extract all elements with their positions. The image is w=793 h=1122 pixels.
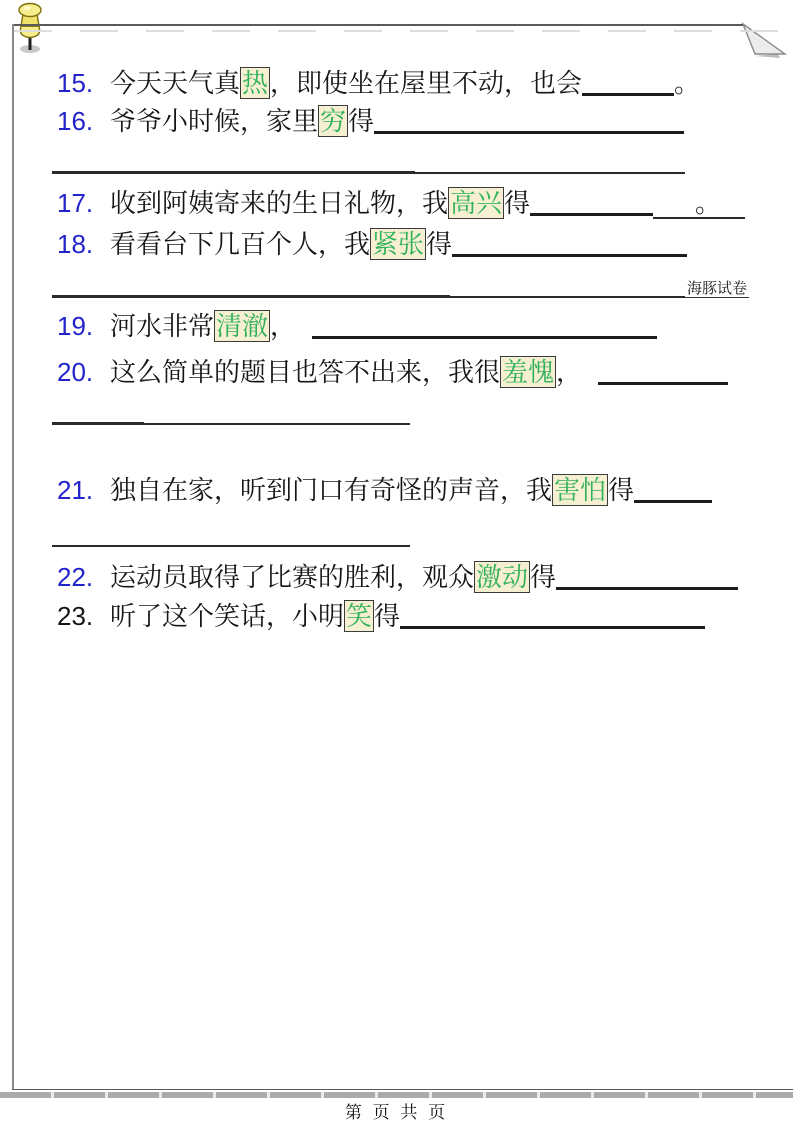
answer-continuation-line	[52, 155, 685, 171]
question-number: 15.	[57, 68, 94, 98]
question-row-19	[0, 309, 793, 343]
page-top-border	[12, 24, 743, 26]
question-text: 今天天气真	[110, 68, 241, 98]
question-number: 17.	[57, 188, 94, 218]
question-text: 河水非常	[110, 311, 215, 341]
question-text: ，即使坐在屋里不动，也会	[270, 68, 583, 98]
page-fold-corner-icon	[728, 14, 790, 62]
question-text: ，	[556, 357, 583, 387]
answer-continuation-line	[52, 406, 410, 422]
answer-blank	[400, 600, 705, 629]
answer-line-segment	[450, 280, 685, 298]
answer-line-segment	[52, 155, 415, 174]
highlighted-word: 高兴	[450, 188, 503, 218]
answer-blank	[530, 187, 653, 216]
page-left-border	[12, 24, 14, 1090]
question-text: 得	[530, 562, 557, 592]
question-text: 独自在家，听到门口有奇怪的声音，我	[110, 475, 553, 505]
question-number: 21.	[57, 475, 94, 505]
watermark-label: 海豚试卷	[687, 280, 748, 297]
answer-blank	[556, 561, 738, 590]
question-number: 19.	[57, 311, 94, 341]
question-row-20	[0, 355, 793, 389]
answer-continuation-line	[52, 279, 749, 295]
answer-line-segment	[144, 407, 410, 425]
answer-blank	[452, 228, 687, 257]
answer-blank	[582, 67, 674, 96]
highlighted-word: 激动	[476, 562, 529, 592]
highlighted-word: 热	[242, 68, 269, 98]
answer-blank	[598, 356, 728, 385]
highlighted-word: 害怕	[554, 475, 607, 505]
highlighted-word: 笑	[346, 601, 373, 631]
answer-blank-with-period: 。	[653, 190, 745, 219]
question-number: 22.	[57, 562, 94, 592]
page-bottom-border	[12, 1089, 793, 1090]
answer-line-segment	[52, 406, 144, 425]
answer-blank	[312, 310, 657, 339]
question-text: 收到阿姨寄来的生日礼物，我	[110, 188, 449, 218]
question-text: 听了这个笑话，小明	[110, 601, 345, 631]
highlighted-word: 清澈	[216, 311, 269, 341]
question-row-18	[0, 227, 793, 261]
answer-blank	[634, 474, 712, 503]
answer-blank	[374, 105, 684, 134]
question-text: 运动员取得了比赛的胜利，观众	[110, 562, 475, 592]
question-number: 23.	[57, 601, 94, 631]
question-text: 得	[608, 475, 635, 505]
question-number: 16.	[57, 106, 94, 136]
question-text: 得	[348, 106, 375, 136]
question-number: 18.	[57, 229, 94, 259]
question-text: ，	[270, 311, 297, 341]
question-number: 20.	[57, 357, 94, 387]
question-text: 看看台下几百个人，我	[110, 229, 371, 259]
highlighted-word: 穷	[320, 106, 347, 136]
question-text: 爷爷小时候，家里	[110, 106, 319, 136]
highlighted-word: 羞愧	[502, 357, 555, 387]
question-row-16	[0, 104, 793, 138]
question-text: 。	[674, 68, 701, 98]
question-text: 这么简单的题目也答不出来，我很	[110, 357, 501, 387]
answer-line-segment	[52, 279, 450, 298]
answer-line-segment	[52, 529, 410, 547]
answer-line-segment	[415, 156, 685, 174]
question-text: 得	[374, 601, 401, 631]
page-top-dashed-line	[14, 30, 786, 32]
question-text: 得	[426, 229, 453, 259]
pushpin-icon	[8, 0, 50, 56]
footer-page-label: 第 页 共 页	[344, 1103, 449, 1122]
question-row-17	[0, 186, 793, 220]
question-row-22	[0, 560, 793, 594]
question-row-21	[0, 473, 793, 507]
question-row-23	[0, 599, 793, 633]
highlighted-word: 紧张	[372, 229, 425, 259]
question-row-15	[0, 66, 793, 100]
answer-continuation-line	[52, 529, 410, 545]
question-text: 得	[504, 188, 531, 218]
